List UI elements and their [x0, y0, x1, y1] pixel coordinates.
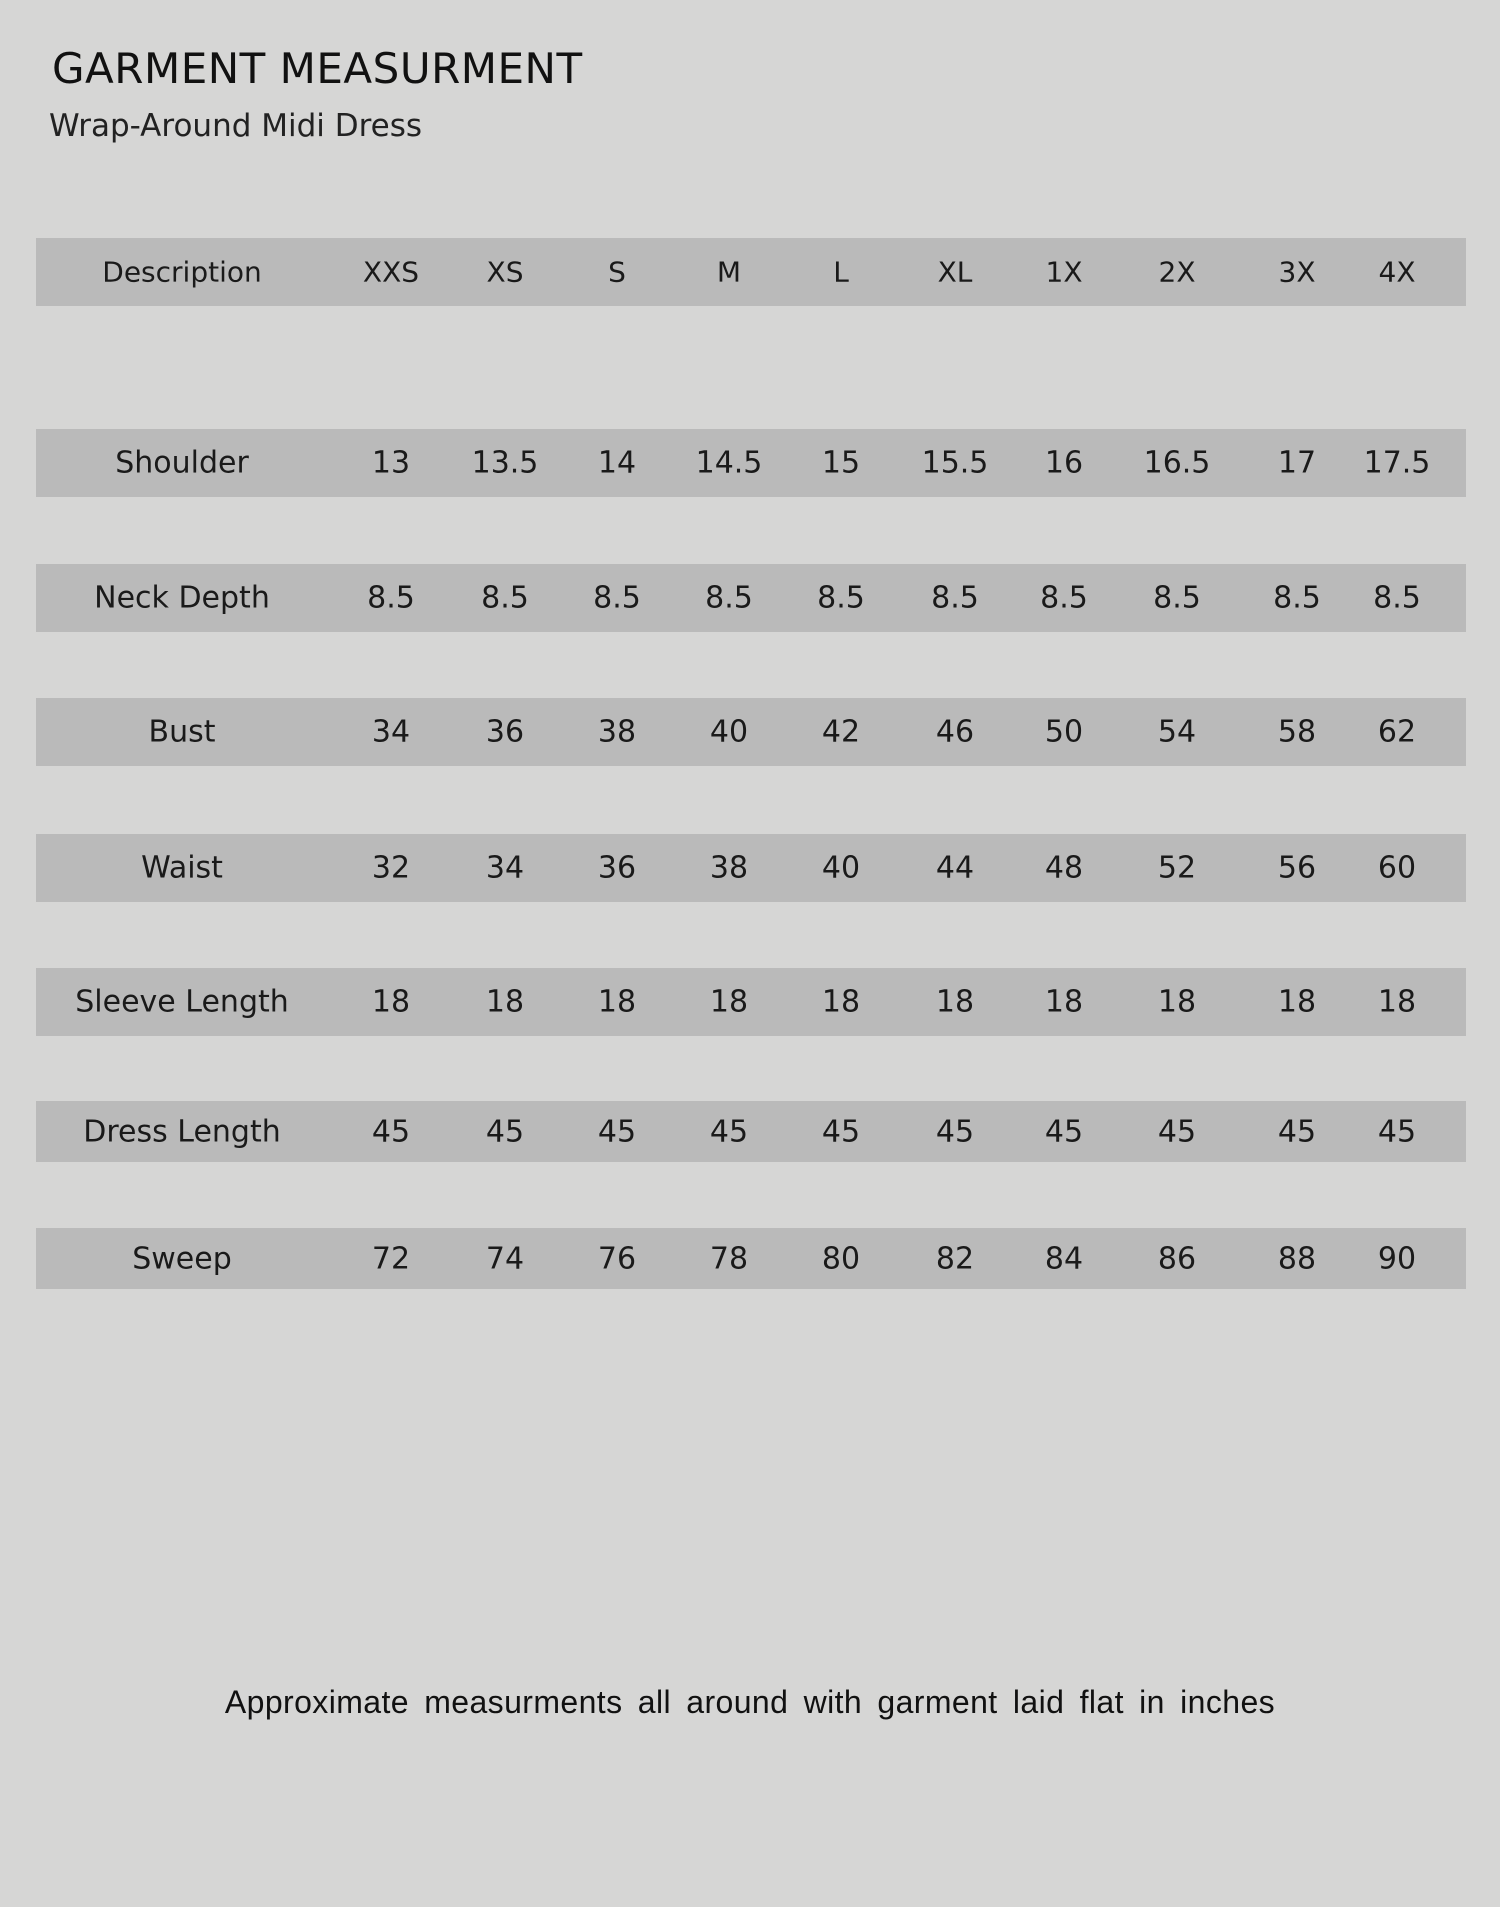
- row-label: Waist: [141, 850, 223, 886]
- measurement-cell: 8.5: [931, 580, 979, 616]
- measurement-cell: 18: [935, 984, 975, 1020]
- row-label: Neck Depth: [94, 580, 270, 616]
- measurement-cell: 58: [1277, 714, 1317, 750]
- measurement-cell: 8.5: [1153, 580, 1201, 616]
- measurement-cell: 88: [1277, 1241, 1317, 1276]
- measurement-cell: 13.5: [471, 445, 539, 481]
- measurement-cell: 8.5: [367, 580, 415, 616]
- measurement-cell: 38: [709, 850, 749, 886]
- measurement-cell: 54: [1157, 714, 1197, 750]
- measurement-cell: 62: [1377, 714, 1417, 750]
- measurement-cell: 14: [597, 445, 637, 481]
- measurement-cell: 45: [821, 1114, 861, 1149]
- table-row: [36, 429, 1466, 497]
- table-row: [36, 968, 1466, 1036]
- measurement-cell: 18: [1377, 984, 1417, 1020]
- header-size: 2X: [1158, 255, 1196, 289]
- measurement-cell: 50: [1044, 714, 1084, 750]
- table-header-row: [36, 238, 1466, 306]
- row-label: Shoulder: [115, 445, 249, 481]
- header-size: M: [716, 255, 742, 289]
- measurement-cell: 76: [597, 1241, 637, 1276]
- table-row: [36, 564, 1466, 632]
- measurement-cell: 16.5: [1143, 445, 1211, 481]
- page-title: GARMENT MEASURMENT: [52, 44, 583, 93]
- measurement-cell: 18: [371, 984, 411, 1020]
- measurement-cell: 42: [821, 714, 861, 750]
- measurement-cell: 38: [597, 714, 637, 750]
- measurement-cell: 72: [371, 1241, 411, 1276]
- header-size: XL: [937, 255, 973, 289]
- row-label: Dress Length: [83, 1114, 281, 1149]
- measurement-cell: 45: [1377, 1114, 1417, 1149]
- table-row: [36, 698, 1466, 766]
- header-size: 4X: [1378, 255, 1416, 289]
- row-label: Sleeve Length: [75, 984, 289, 1020]
- header-size: 1X: [1045, 255, 1083, 289]
- measurement-cell: 17: [1277, 445, 1317, 481]
- measurement-cell: 8.5: [1373, 580, 1421, 616]
- footnote: Approximate measurments all around with garment laid flat in inches: [224, 1684, 1276, 1720]
- measurement-cell: 36: [597, 850, 637, 886]
- table-row: [36, 1101, 1466, 1162]
- measurement-cell: 34: [485, 850, 525, 886]
- measurement-cell: 84: [1044, 1241, 1084, 1276]
- measurement-cell: 17.5: [1363, 445, 1431, 481]
- measurement-cell: 32: [371, 850, 411, 886]
- header-size: 3X: [1278, 255, 1316, 289]
- measurement-cell: 8.5: [817, 580, 865, 616]
- page-subtitle: Wrap-Around Midi Dress: [49, 108, 423, 144]
- measurement-cell: 18: [1044, 984, 1084, 1020]
- measurement-cell: 82: [935, 1241, 975, 1276]
- measurement-cell: 56: [1277, 850, 1317, 886]
- measurement-cell: 8.5: [1273, 580, 1321, 616]
- measurement-cell: 46: [935, 714, 975, 750]
- header-size: XS: [486, 255, 524, 289]
- measurement-cell: 8.5: [593, 580, 641, 616]
- measurement-cell: 40: [709, 714, 749, 750]
- measurement-cell: 18: [709, 984, 749, 1020]
- measurement-cell: 36: [485, 714, 525, 750]
- measurement-cell: 80: [821, 1241, 861, 1276]
- measurement-cell: 45: [1044, 1114, 1084, 1149]
- measurement-cell: 8.5: [1040, 580, 1088, 616]
- measurement-cell: 45: [485, 1114, 525, 1149]
- measurement-cell: 45: [709, 1114, 749, 1149]
- measurement-cell: 40: [821, 850, 861, 886]
- table-row: [36, 834, 1466, 902]
- measurement-cell: 8.5: [481, 580, 529, 616]
- measurement-cell: 15.5: [921, 445, 989, 481]
- measurement-cell: 8.5: [705, 580, 753, 616]
- header-description: Description: [102, 255, 262, 289]
- measurement-cell: 15: [821, 445, 861, 481]
- measurement-cell: 60: [1377, 850, 1417, 886]
- measurement-cell: 45: [597, 1114, 637, 1149]
- measurement-cell: 18: [821, 984, 861, 1020]
- measurement-cell: 18: [485, 984, 525, 1020]
- header-size: L: [833, 255, 849, 289]
- measurement-cell: 48: [1044, 850, 1084, 886]
- header-size: XXS: [362, 255, 420, 289]
- measurement-cell: 13: [371, 445, 411, 481]
- measurement-cell: 44: [935, 850, 975, 886]
- row-label: Sweep: [132, 1241, 232, 1276]
- measurement-cell: 45: [935, 1114, 975, 1149]
- measurement-cell: 14.5: [695, 445, 763, 481]
- measurement-cell: 74: [485, 1241, 525, 1276]
- measurement-cell: 78: [709, 1241, 749, 1276]
- table-row: [36, 1228, 1466, 1289]
- measurement-cell: 16: [1044, 445, 1084, 481]
- row-label: Bust: [148, 714, 216, 750]
- measurement-cell: 45: [1277, 1114, 1317, 1149]
- measurement-cell: 86: [1157, 1241, 1197, 1276]
- header-size: S: [608, 255, 626, 289]
- measurement-cell: 34: [371, 714, 411, 750]
- measurement-cell: 45: [371, 1114, 411, 1149]
- measurement-cell: 52: [1157, 850, 1197, 886]
- measurement-cell: 18: [1157, 984, 1197, 1020]
- measurement-cell: 45: [1157, 1114, 1197, 1149]
- measurement-cell: 18: [1277, 984, 1317, 1020]
- measurement-cell: 90: [1377, 1241, 1417, 1276]
- measurement-cell: 18: [597, 984, 637, 1020]
